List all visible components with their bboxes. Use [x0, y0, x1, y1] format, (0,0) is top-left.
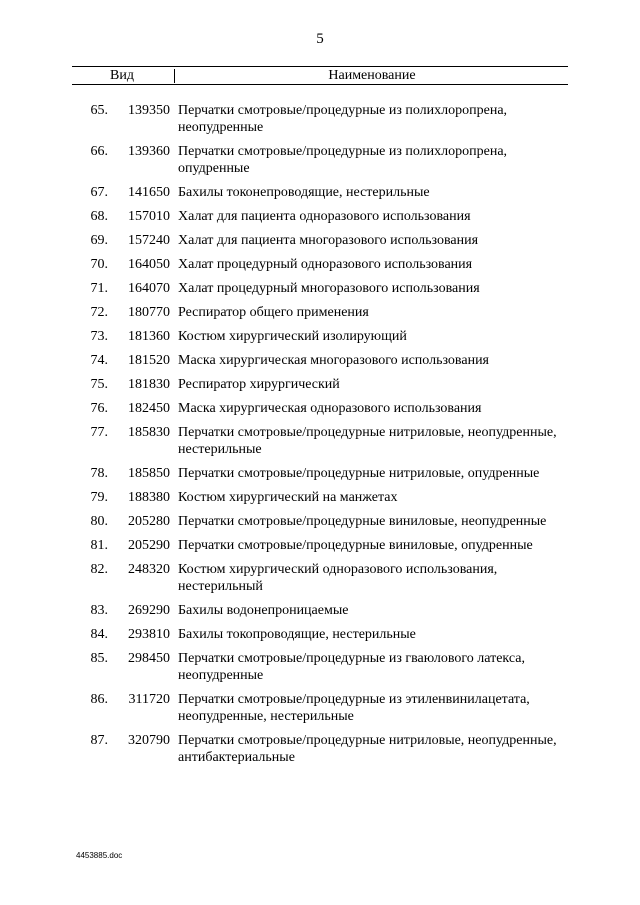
row-number: 72. — [90, 305, 108, 320]
row-name: Халат для пациента одноразового использования — [178, 209, 471, 224]
row-number: 68. — [90, 209, 108, 224]
row-number: 76. — [90, 401, 108, 416]
row-name: Перчатки смотровые/процедурные виниловые, опудренные — [178, 538, 533, 553]
row-name: Перчатки смотровые/процедурные нитриловые, неопудренные, нестерильные — [178, 425, 557, 457]
row-number: 85. — [90, 651, 108, 666]
row-number: 70. — [90, 257, 108, 272]
row-name: Костюм хирургический на манжетах — [178, 490, 398, 505]
row-code: 311720 — [128, 692, 170, 707]
row-name: Костюм хирургический изолирующий — [178, 329, 407, 344]
row-number: 81. — [90, 538, 108, 553]
table-body — [72, 102, 572, 773]
row-code: 205290 — [128, 538, 170, 553]
row-code: 141650 — [128, 185, 170, 200]
table-row — [72, 513, 572, 530]
row-name: Бахилы токонепроводящие, нестерильные — [178, 185, 430, 200]
row-code: 180770 — [128, 305, 170, 320]
table-row — [72, 376, 572, 393]
row-code: 181830 — [128, 377, 170, 392]
row-number: 75. — [90, 377, 108, 392]
row-code: 293810 — [128, 627, 170, 642]
row-name: Бахилы водонепроницаемые — [178, 603, 349, 618]
row-number: 83. — [90, 603, 108, 618]
table-row — [72, 424, 572, 458]
row-name: Маска хирургическая многоразового использования — [178, 353, 489, 368]
table-row — [72, 537, 572, 554]
row-name: Перчатки смотровые/процедурные из гваюлового латекса, неопудренные — [178, 651, 525, 683]
table-row — [72, 691, 572, 725]
table-row — [72, 232, 572, 249]
table-row — [72, 465, 572, 482]
row-name: Перчатки смотровые/процедурные виниловые, неопудренные — [178, 514, 547, 529]
row-number: 73. — [90, 329, 108, 344]
row-name: Бахилы токопроводящие, нестерильные — [178, 627, 416, 642]
row-number: 80. — [90, 514, 108, 529]
row-code: 185850 — [128, 466, 170, 481]
row-number: 66. — [90, 144, 108, 159]
table-row — [72, 732, 572, 766]
row-name: Халат для пациента многоразового использования — [178, 233, 479, 248]
table-row — [72, 184, 572, 201]
row-code: 185830 — [128, 425, 170, 440]
row-code: 139350 — [128, 103, 170, 118]
row-name: Перчатки смотровые/процедурные нитриловые, опудренные — [178, 466, 540, 481]
row-code: 164050 — [128, 257, 170, 272]
row-number: 84. — [90, 627, 108, 642]
column-header-name: Наименование — [328, 68, 416, 83]
row-name: Халат процедурный одноразового использования — [178, 257, 473, 272]
row-name: Костюм хирургический одноразового использования, нестерильный — [178, 562, 498, 594]
page-number: 5 — [316, 31, 324, 47]
table-row — [72, 304, 572, 321]
row-number: 71. — [90, 281, 108, 296]
row-number: 77. — [90, 425, 108, 440]
table-row — [72, 328, 572, 345]
row-name: Респиратор хирургический — [178, 377, 340, 392]
table-row — [72, 102, 572, 136]
row-name: Халат процедурный многоразового использования — [178, 281, 480, 296]
table-row — [72, 650, 572, 684]
row-code: 181520 — [128, 353, 170, 368]
row-code: 181360 — [128, 329, 170, 344]
row-number: 74. — [90, 353, 108, 368]
footer-filename: 4453885.doc — [76, 851, 123, 860]
row-number: 65. — [90, 103, 108, 118]
header-rule — [72, 84, 568, 85]
column-divider — [174, 69, 175, 83]
row-code: 320790 — [128, 733, 170, 748]
row-name: Перчатки смотровые/процедурные из полихлоропрена, неопудренные — [178, 103, 508, 135]
row-number: 86. — [90, 692, 108, 707]
row-name: Маска хирургическая одноразового использования — [178, 401, 482, 416]
table-row — [72, 280, 572, 297]
row-number: 82. — [90, 562, 108, 577]
row-code: 157010 — [128, 209, 170, 224]
table-row — [72, 561, 572, 595]
row-code: 164070 — [128, 281, 170, 296]
row-code: 248320 — [128, 562, 170, 577]
row-number: 79. — [90, 490, 108, 505]
row-code: 205280 — [128, 514, 170, 529]
row-code: 157240 — [128, 233, 170, 248]
table-row — [72, 352, 572, 369]
table-row — [72, 626, 572, 643]
row-number: 87. — [90, 733, 108, 748]
row-code: 188380 — [128, 490, 170, 505]
table-row — [72, 256, 572, 273]
row-name: Перчатки смотровые/процедурные из этиленвинилацетата, неопудренные, нестерильные — [178, 692, 530, 724]
row-code: 298450 — [128, 651, 170, 666]
row-name: Перчатки смотровые/процедурные из полихлоропрена, опудренные — [178, 144, 508, 176]
table-row — [72, 208, 572, 225]
table-row — [72, 143, 572, 177]
row-name: Респиратор общего применения — [178, 305, 369, 320]
table-row — [72, 602, 572, 619]
row-name: Перчатки смотровые/процедурные нитриловые, неопудренные, антибактериальные — [178, 733, 557, 765]
table-row — [72, 489, 572, 506]
row-number: 78. — [90, 466, 108, 481]
row-code: 139360 — [128, 144, 170, 159]
table-row — [72, 400, 572, 417]
column-header-vid: Вид — [110, 68, 134, 83]
row-number: 69. — [90, 233, 108, 248]
table-header — [72, 66, 568, 83]
row-code: 269290 — [128, 603, 170, 618]
row-code: 182450 — [128, 401, 170, 416]
row-number: 67. — [90, 185, 108, 200]
